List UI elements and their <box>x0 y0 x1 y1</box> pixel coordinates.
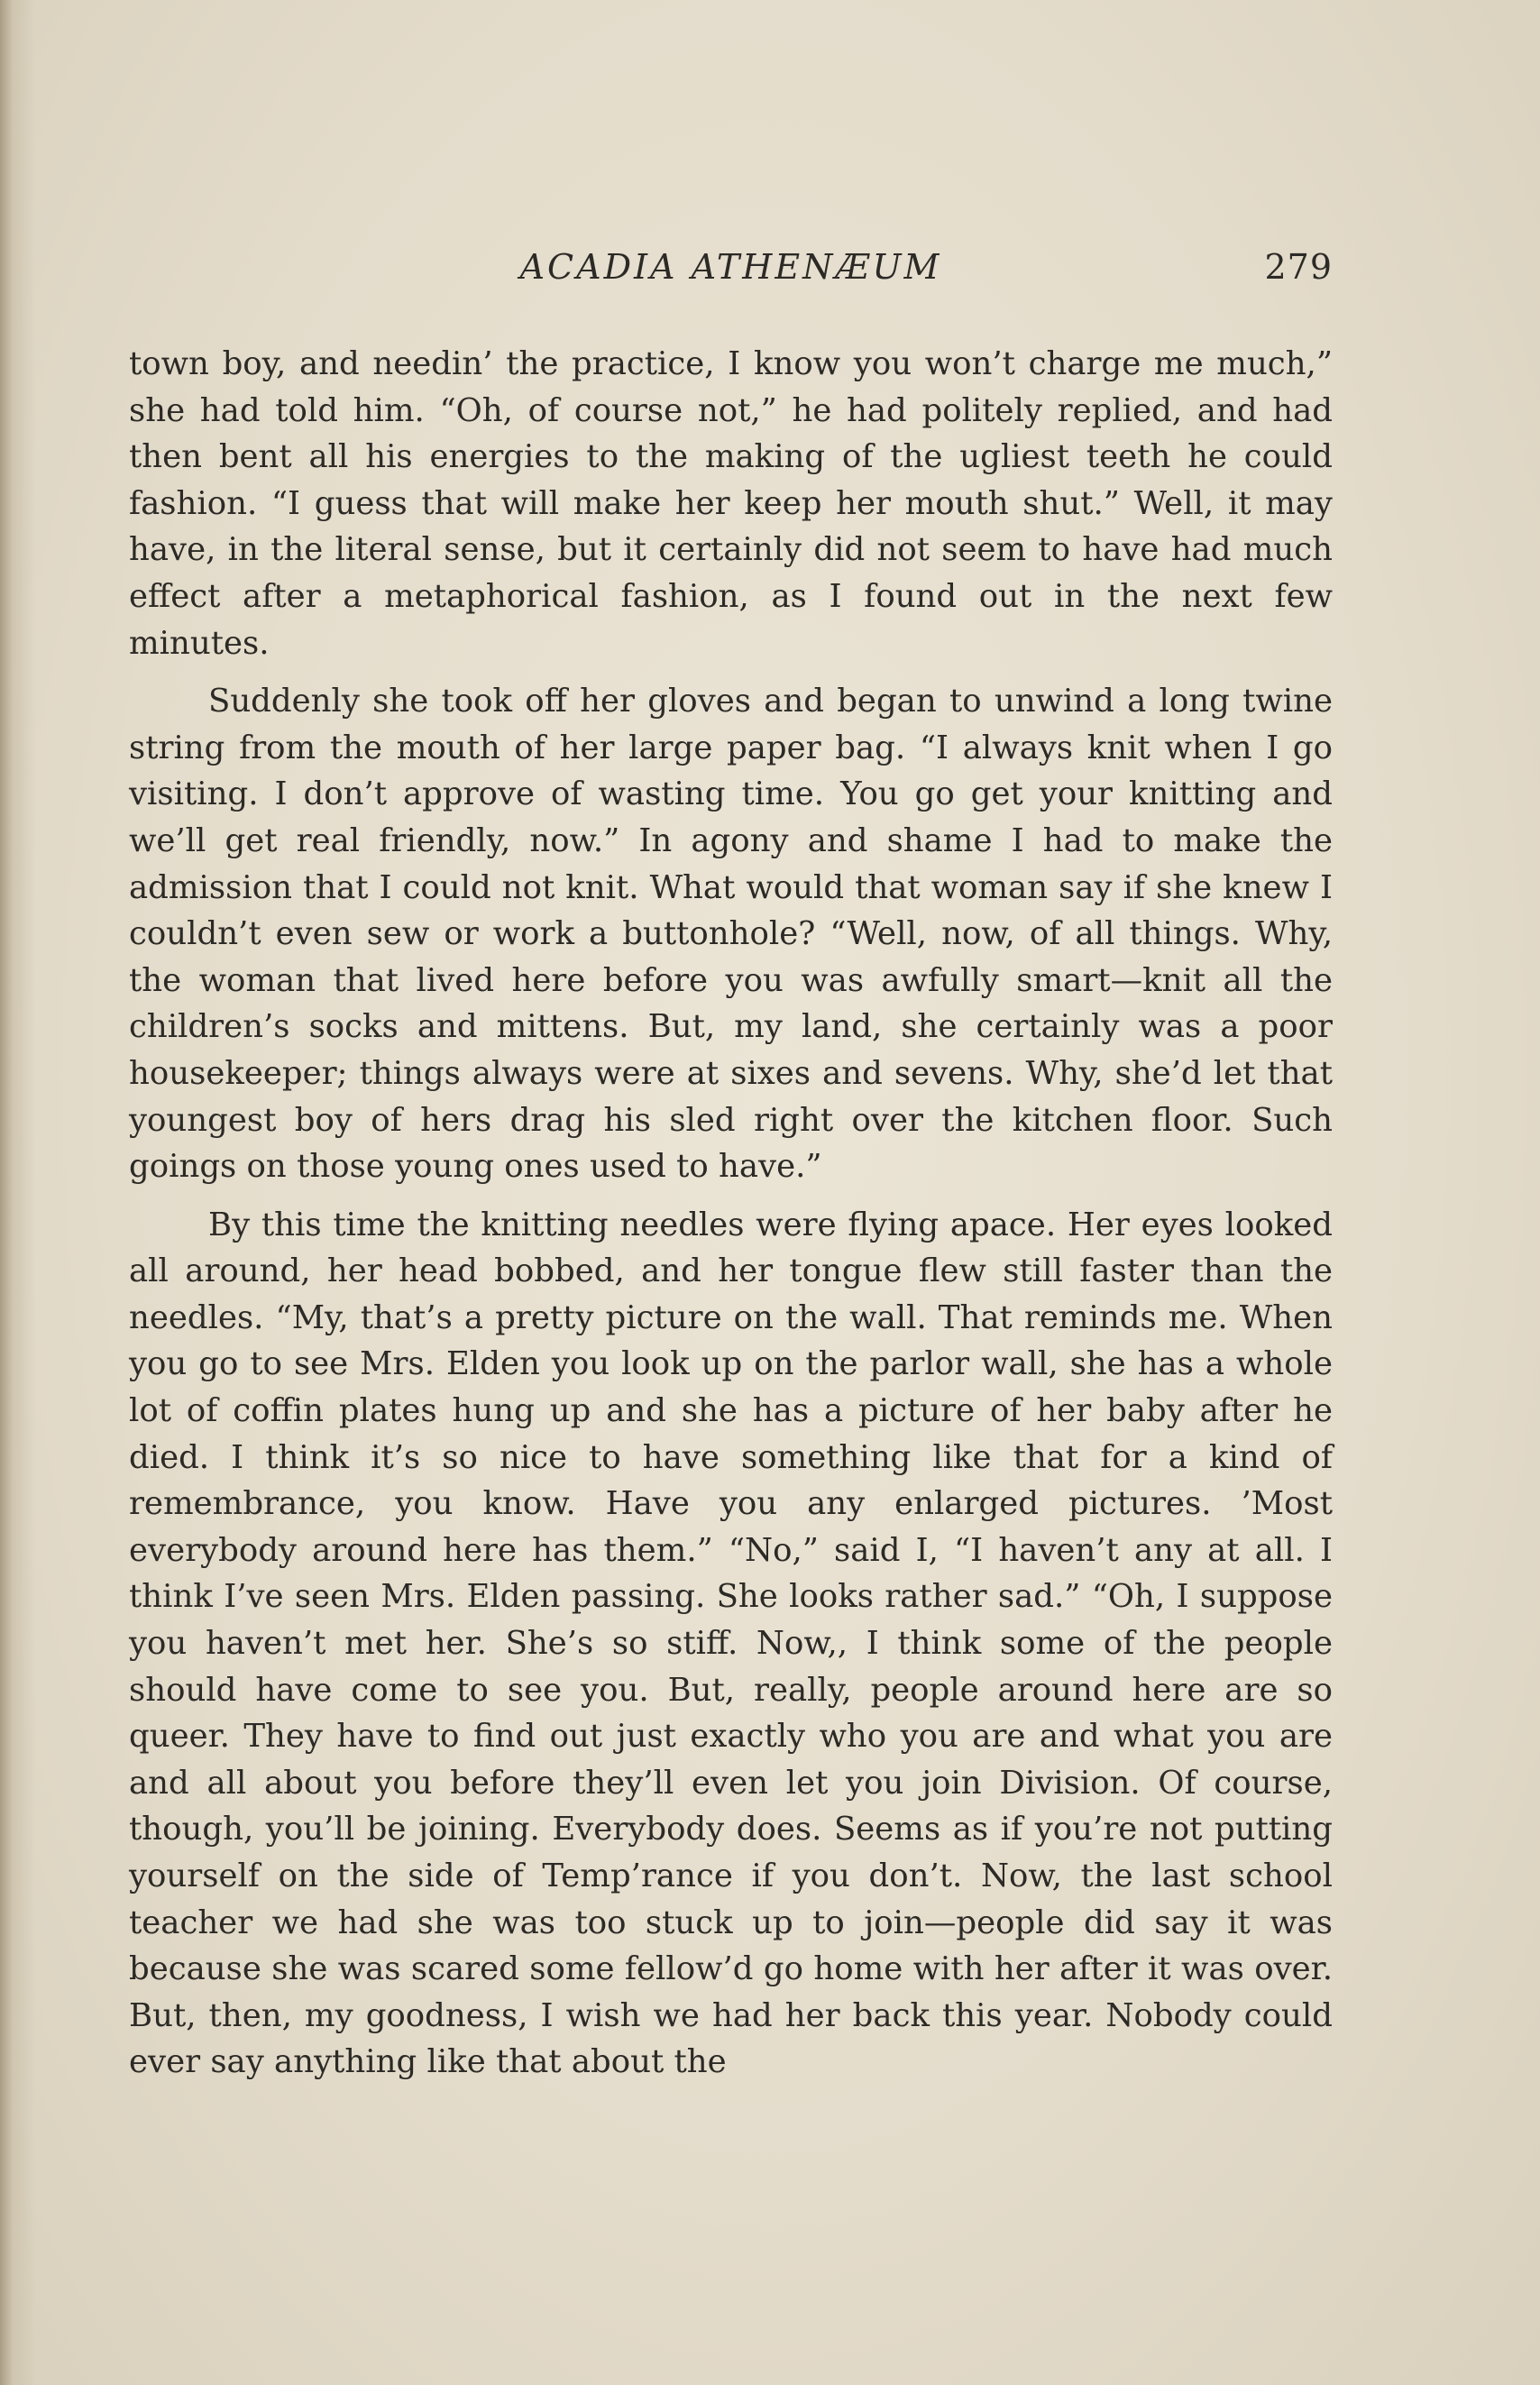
running-title: ACADIA ATHENÆUM <box>519 247 942 287</box>
body-text <box>129 341 1333 2086</box>
page-number: 279 <box>1264 247 1333 287</box>
running-head <box>129 243 1333 298</box>
paragraph-2: Suddenly she took off her gloves and began to unwind a long twine string from the mouth of her large paper bag. “I always knit when I go visiting. I don’t approve of wasting time. You go get your knitting and we’ll get real friendly, now.” In agony and shame I had to make the admission that I could not knit. What would that woman say if she knew I couldn’t even sew or work a buttonhole? “Well, now, of all things. Why, the woman that lived here before you was awfully smart—knit all the children’s socks and mittens. But, my land, she certainly was a poor housekeeper; things always were at sixes and sevens. Why, she’d let that youngest boy of hers drag his sled right over the kitchen floor. Such goings on those young ones used to have.” <box>129 683 1333 1186</box>
paragraph-3: By this time the knitting needles were flying apace. Her eyes looked all around, her head bobbed, and her tongue flew still faster than the needles. “My, that’s a pretty picture on the wall. That reminds me. When you go to see Mrs. Elden you look up on the parlor wall, she has a whole lot of coffin plates hung up and she has a picture of her baby after he died. I think it’s so nice to have something like that for a kind of remembrance, you know. Have you any enlarged pictures. ’Most everybody around here has them.” “No,” said I, “I haven’t any at all. I think I’ve seen Mrs. Elden passing. She looks rather sad.” “Oh, I suppose you haven’t met her. She’s so stiff. Now,, I think some of the people should have come to see you. But, really, people around here are so queer. They have to find out just exactly who you are and what you are and all about you before they’ll even let you join Division. Of course, though, you’ll be joining. Everybody does. Seems as if you’re not putting yourself on the side of Temp’rance if you don’t. Now, the last school teacher we had she was too stuck up to join—people did say it was because she was scared some fellow’d go home with her after it was over. But, then, my goodness, I wish we had her back this year. Nobody could ever say anything like that about the <box>129 1206 1333 2081</box>
paragraph-1: town boy, and needin’ the practice, I know you won’t charge me much,” she had told him. “Oh, of course not,” he had politely replied, and had then bent all his energies to the making of the ugliest teeth he could fashion. “I guess that will make her keep her mouth shut.” Well, it may have, in the literal sense, but it certainly did not seem to have had much effect after a metaphorical fashion, as I found out in the next few minutes. <box>129 345 1333 662</box>
spine-shadow <box>0 0 36 2385</box>
